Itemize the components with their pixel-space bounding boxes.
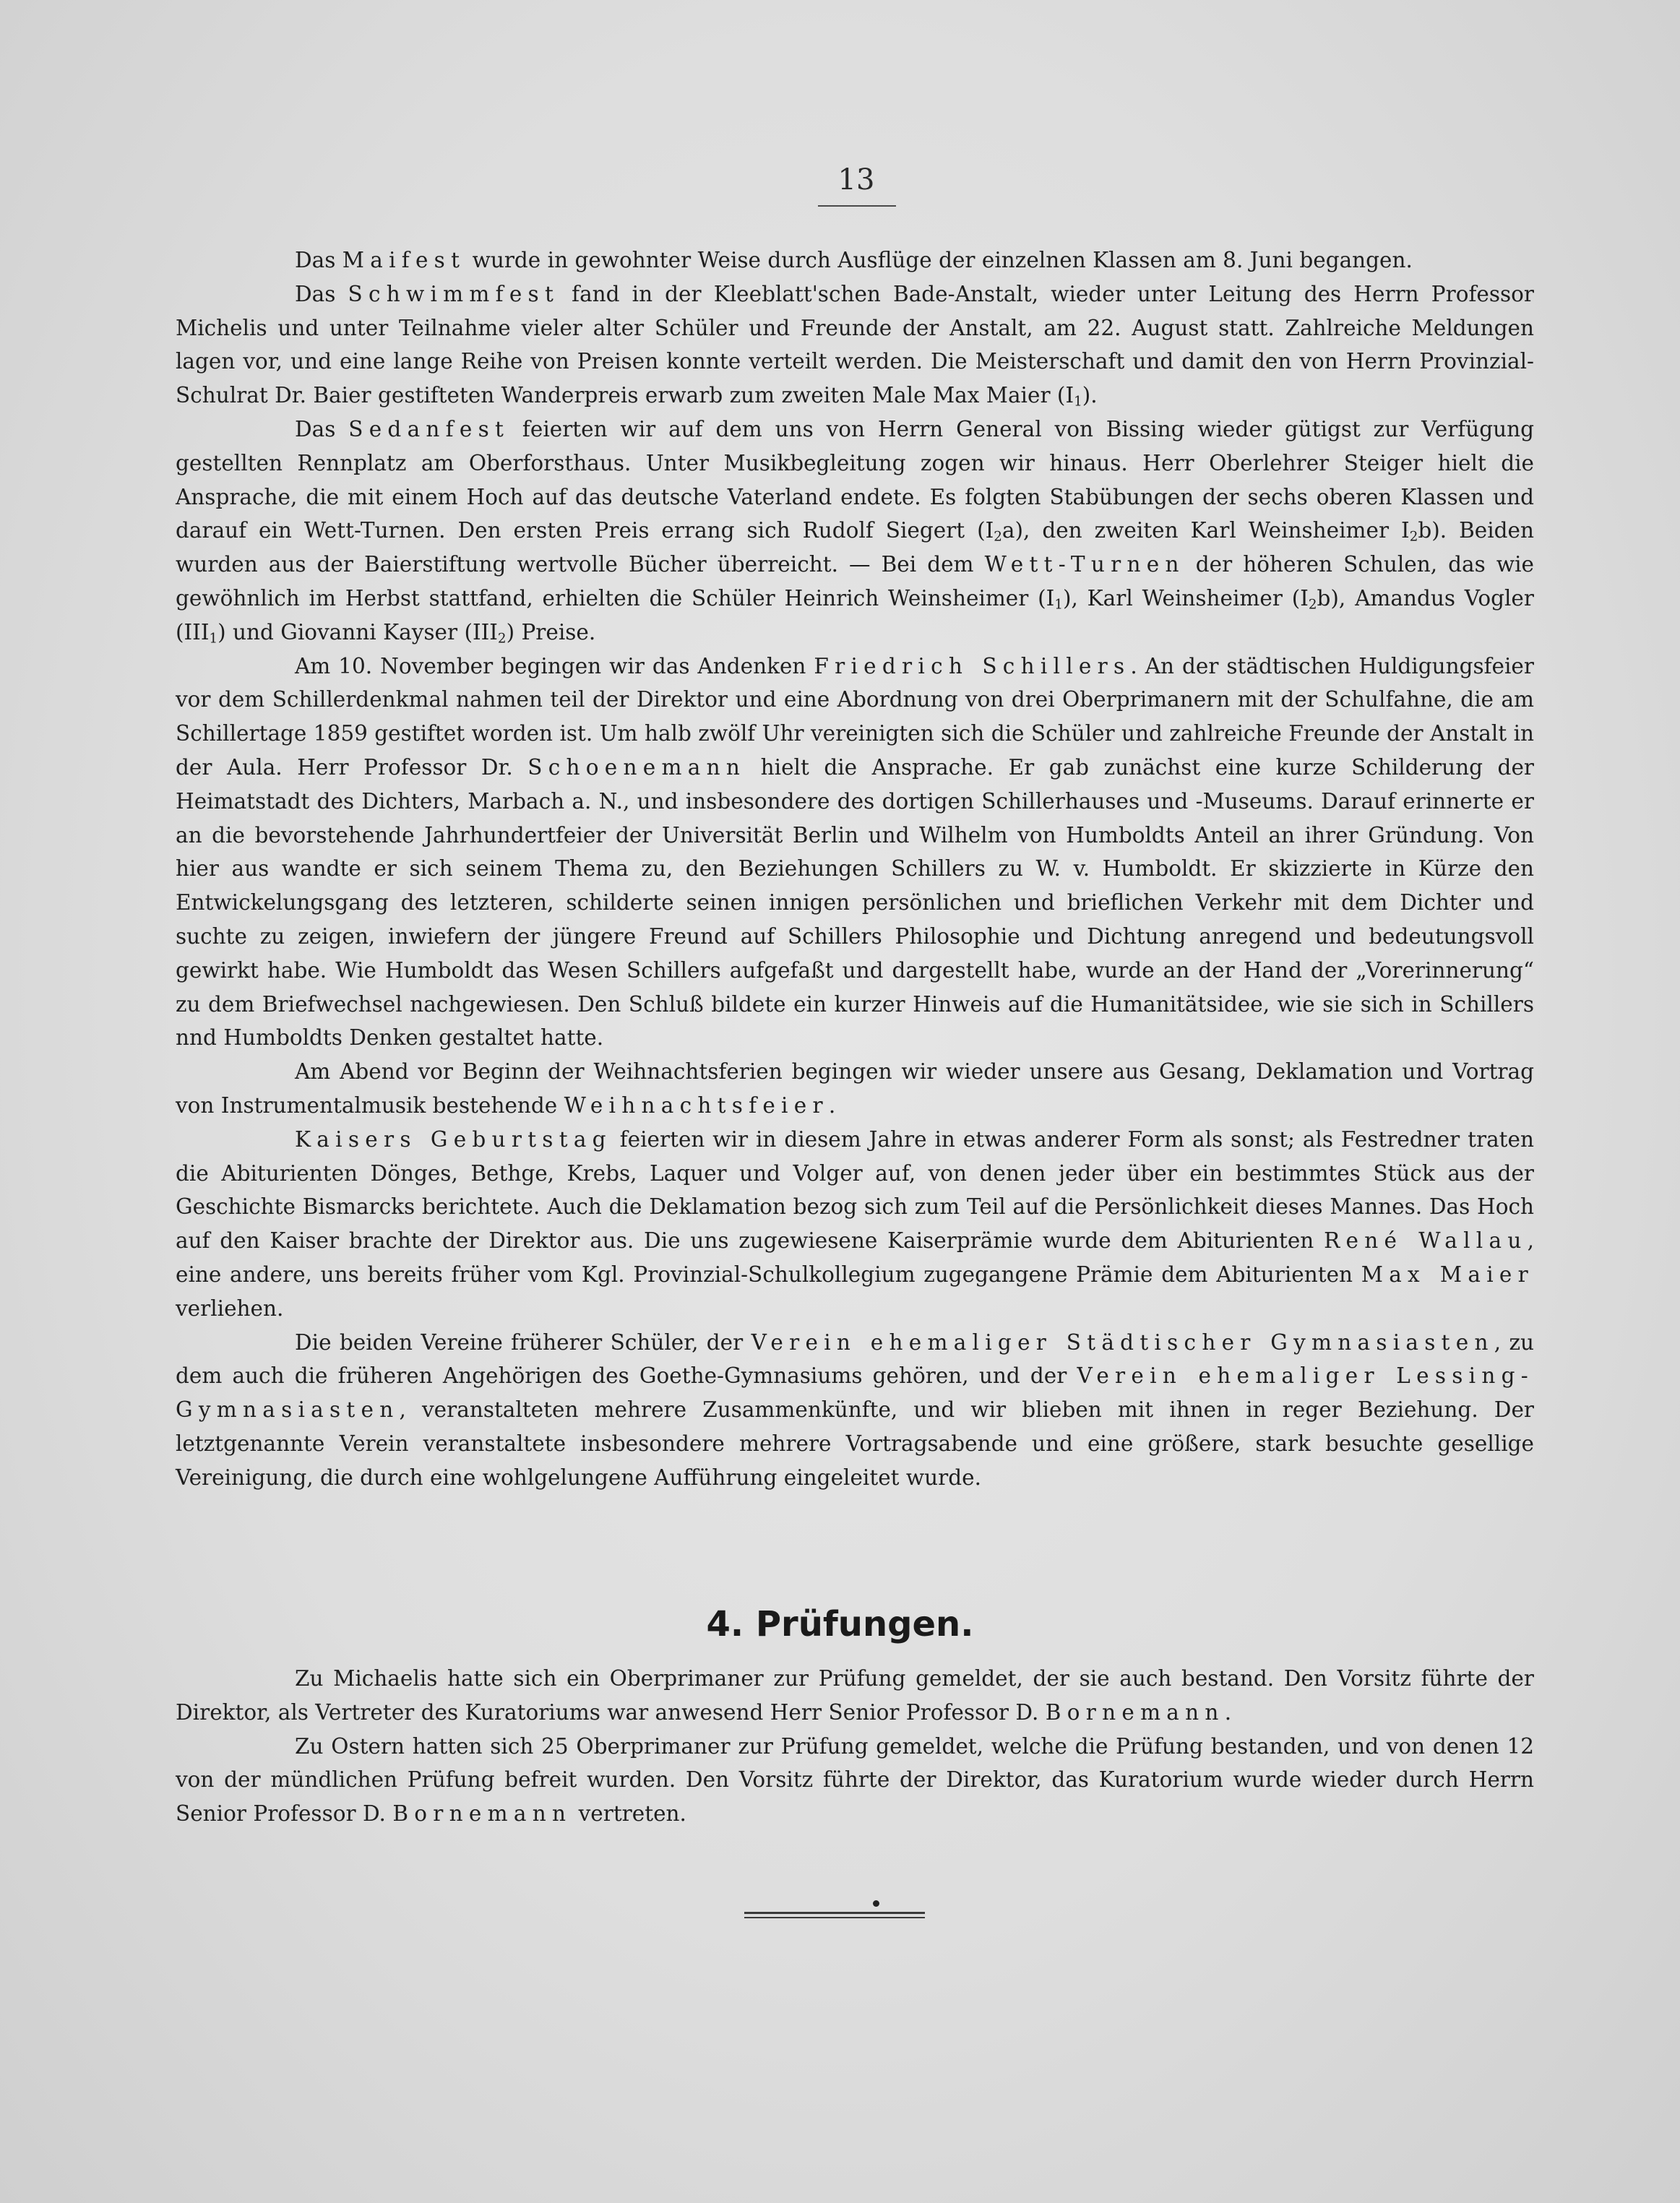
spaced-term: Schoenemann xyxy=(527,754,746,780)
page-number-rule xyxy=(818,205,896,207)
exam-section-body xyxy=(176,1662,1534,1831)
text-run: Am Abend vor Beginn der Weihnachtsferien begingen wir wieder unsere aus Gesang, Deklamation und Vortrag von Instrumentalmusik bestehende xyxy=(176,1059,1534,1118)
spaced-term: Verein ehemaliger Städtischer Gymnasiasten xyxy=(751,1329,1494,1355)
class-subscript: 2 xyxy=(497,631,507,647)
text-run: feierten wir auf dem uns von Herrn General von Bissing wieder gütigst zur Verfügung gestellten Rennplatz am Oberforsthaus. Unter Musikbegleitung zogen wir hinaus. Herr Oberlehrer Steiger hielt die Ansprache, die mit einem Hoch auf das deutsche Vaterland endete. Es folgten Stabübungen der sechs oberen Klassen und darauf ein Wett-Turnen. Den ersten Preis errang sich Rudolf Siegert (I xyxy=(176,416,1534,543)
spaced-term: Sedanfest xyxy=(348,416,510,441)
text-run: , veranstalteten mehrere Zusammenkünfte, und wir blieben mit ihnen in reger Beziehung. Der letztgenannte Verein veranstaltete insbesondere mehrere Vortragsabende und eine größere, stark besuchte gesellige Vereinigung, die durch eine wohlgelungene Aufführung eingeleitet wurde. xyxy=(176,1397,1534,1490)
ornament-dot xyxy=(873,1900,879,1907)
text-run: der höheren Schulen, das wie gewöhnlich im Herbst stattfand, erhielten die Schüler Heinrich Weinsheimer (I xyxy=(176,552,1534,611)
class-subscript: 1 xyxy=(1074,394,1082,410)
text-run: Zu Ostern hatten sich 25 Oberprimaner zur Prüfung gemeldet, welche die Prüfung bestanden, und von denen 12 von der mündlichen Prüfung befreit wurden. Den Vorsitz führte der Direktor, das Kuratorium wurde wieder durch Herrn Senior Professor D. xyxy=(176,1733,1534,1827)
spaced-term: Weihnachtsfeier xyxy=(564,1092,829,1118)
ornament-rule xyxy=(744,1912,925,1914)
class-subscript: 1 xyxy=(209,631,218,647)
paragraph-schwimmfest xyxy=(176,277,1534,413)
text-run: Am 10. November begingen wir das Andenken xyxy=(295,653,814,678)
text-run: ). xyxy=(1082,383,1098,408)
paragraph-vereine xyxy=(176,1326,1534,1495)
spaced-term: René Wallau xyxy=(1324,1228,1528,1254)
text-run: , eine andere, uns bereits früher vom Kgl. Provinzial-Schulkollegium zugegangene Prämie dem Abiturienten xyxy=(176,1228,1534,1287)
spaced-term: Schwimmfest xyxy=(348,281,560,306)
text-run: . xyxy=(828,1092,836,1118)
paragraph-sedanfest xyxy=(176,413,1534,650)
spaced-term: Verein ehemaliger Lessing-Gymnasiasten xyxy=(176,1363,1534,1423)
spaced-term: Friedrich Schillers xyxy=(814,653,1131,678)
text-run: b), Amandus Vogler (III xyxy=(176,585,1534,644)
paragraph-michaelis xyxy=(176,1662,1534,1730)
class-subscript: 2 xyxy=(1409,529,1418,545)
paragraph-schiller xyxy=(176,650,1534,1056)
spaced-term: Bornemann xyxy=(392,1801,572,1827)
section-heading: 4. Prüfungen. xyxy=(706,1604,974,1644)
text-run: b). Beiden wurden aus der Baierstiftung wertvolle Bücher überreicht. — Bei dem xyxy=(176,518,1534,577)
text-run: wurde in gewohnter Weise durch Ausflüge der einzelnen Klassen am 8. Juni begangen. xyxy=(465,248,1413,272)
text-run: feierten wir in diesem Jahre in etwas anderer Form als sonst; als Festredner traten die Abiturienten Dönges, Bethge, Krebs, Laquer und Volger auf, von denen jeder über ein bestimmtes Stück aus der Geschichte Bismarcks berichtete. Auch die Deklamation bezog sich zum Teil auf die Persönlichkeit dieses Mannes. Das Hoch auf den Kaiser brachte der Direktor aus. Die uns zugewiesene Kaiserprämie wurde dem Abiturienten xyxy=(176,1126,1534,1254)
text-run: verliehen. xyxy=(176,1295,284,1321)
text-run: a), den zweiten Karl Weinsheimer I xyxy=(1001,518,1410,543)
text-run: ), Karl Weinsheimer (I xyxy=(1062,585,1309,611)
text-run: . An der städtischen Huldigungsfeier vor dem Schillerdenkmal nahmen teil der Direktor und eine Abordnung von drei Oberprimanern mit der Schulfahne, die am Schillertage 1859 gestiftet worden ist. Um halb zwölf Uhr vereinigten sich die Schüler und zahlreiche Freunde der Anstalt in der Aula. Herr Professor Dr. xyxy=(176,653,1534,780)
page-number: 13 xyxy=(837,163,875,197)
text-run: hielt die Ansprache. Er gab zunächst eine kurze Schilderung der Heimatstadt des Dichters, Marbach a. N., und insbesondere des dortigen Schillerhauses und -Museums. Darauf erinnerte er an die bevorstehende Jahrhundertfeier der Universität Berlin und Wilhelm von Humboldts Anteil an ihrer Gründung. Von hier aus wandte er sich seinem Thema zu, den Beziehungen Schillers zu W. v. Humboldt. Er skizzierte in Kürze den Entwickelungsgang des letzteren, schilderte seinen innigen persönlichen und brieflichen Verkehr mit dem Dichter und suchte zu zeigen, inwiefern der jüngere Freund auf Schillers Philosophie und Dichtung anregend und bedeutungsvoll gewirkt habe. Wie Humboldt das Wesen Schillers aufgefaßt und dargestellt habe, wurde an der Hand der „Vorerinnerung“ zu dem Briefwechsel nachgewiesen. Den Schluß bildete ein kurzer Hinweis auf die Humanitätsidee, wie sie sich in Schillers nnd Humboldts Denken gestaltet hatte. xyxy=(176,754,1535,1051)
paragraph-kaisers-geburtstag xyxy=(176,1123,1534,1326)
text-run: Das xyxy=(295,248,343,272)
spaced-term: Max Maier xyxy=(1361,1262,1534,1287)
spaced-term: Bornemann xyxy=(1045,1699,1225,1725)
paragraph-ostern xyxy=(176,1730,1534,1831)
paragraph-maifest xyxy=(176,243,1534,277)
text-run: . xyxy=(1224,1699,1232,1725)
end-ornament xyxy=(744,1900,925,1922)
text-run: ) Preise. xyxy=(506,619,596,644)
class-subscript: 1 xyxy=(1054,597,1063,613)
text-run: ) und Giovanni Kayser (III xyxy=(217,619,498,644)
report-body xyxy=(176,243,1534,1494)
text-run: Das xyxy=(295,416,349,441)
text-run: , zu dem auch die früheren Angehörigen des Goethe-Gymnasiums gehören, und der xyxy=(176,1329,1535,1389)
class-subscript: 2 xyxy=(1308,597,1317,613)
paragraph-weihnachtsfeier xyxy=(176,1055,1534,1123)
ornament-rule xyxy=(744,1917,925,1918)
text-run: Die beiden Vereine früherer Schüler, der xyxy=(295,1329,751,1355)
text-run: vertreten. xyxy=(572,1801,686,1827)
spaced-term: Wett-Turnen xyxy=(984,552,1185,577)
text-run: fand in der Kleeblatt'schen Bade-Anstalt, wieder unter Leitung des Herrn Professor Michelis und unter Teilnahme vieler alter Schüler und Freunde der Anstalt, am 22. August statt. Zahlreiche Meldungen lagen vor, und eine lange Reihe von Preisen konnte verteilt werden. Die Meisterschaft und damit den von Herrn Provinzial-Schulrat Dr. Baier gestifteten Wanderpreis erwarb zum zweiten Male Max Maier (I xyxy=(176,281,1534,408)
text-run: Zu Michaelis hatte sich ein Oberprimaner zur Prüfung gemeldet, der sie auch bestand. Den Vorsitz führte der Direktor, als Vertreter des Kuratoriums war anwesend Herr Senior Professor D. xyxy=(176,1666,1534,1725)
text-run: Das xyxy=(295,281,348,306)
spaced-term: Kaisers Geburtstag xyxy=(295,1126,612,1152)
class-subscript: 2 xyxy=(994,529,1002,545)
spaced-term: Maifest xyxy=(342,248,466,272)
